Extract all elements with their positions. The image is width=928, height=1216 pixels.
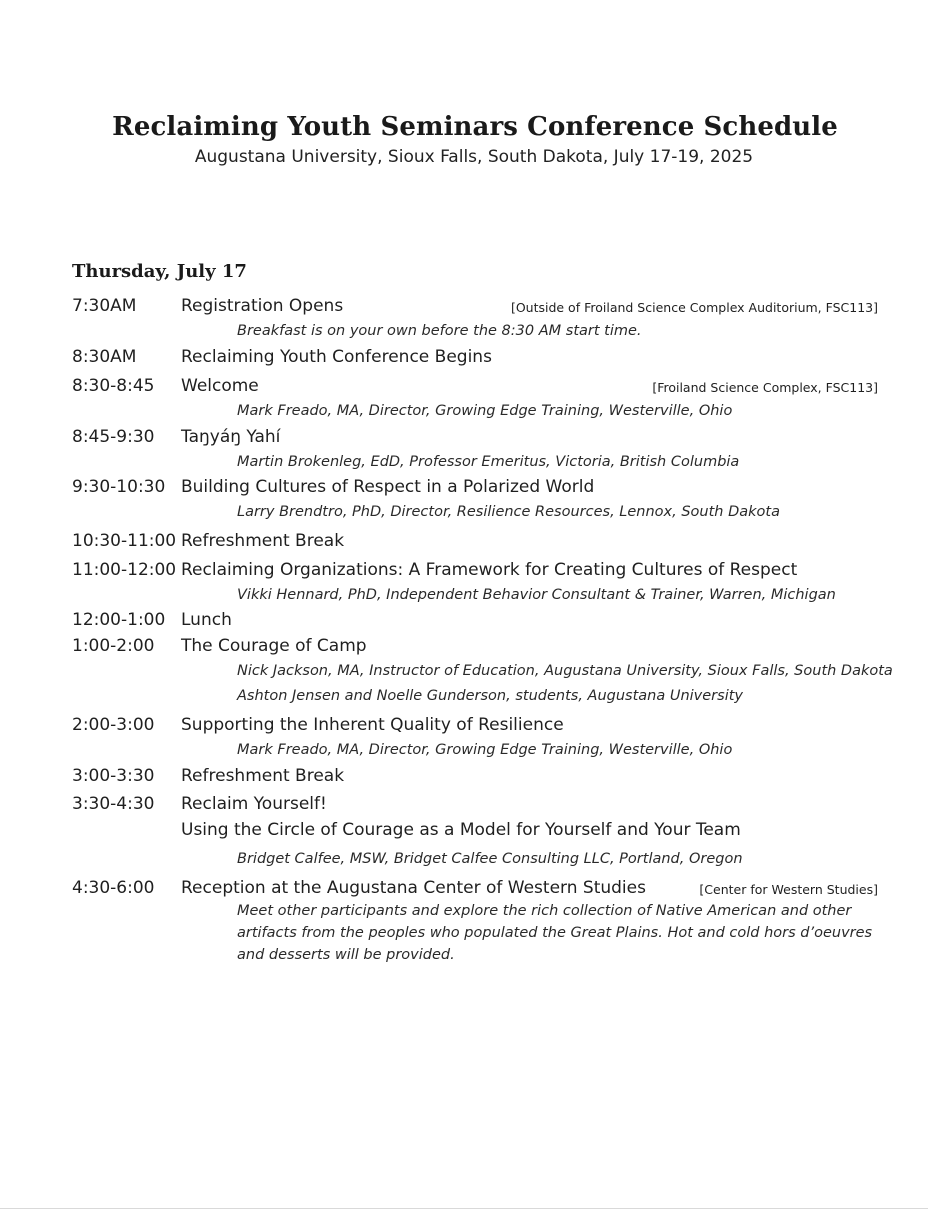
schedule-session: Building Cultures of Respect in a Polarized World <box>181 477 595 497</box>
schedule-location: [Froiland Science Complex, FSC113] <box>652 380 878 395</box>
schedule-session: Reclaiming Organizations: A Framework for Creating Cultures of Respect <box>181 560 798 580</box>
schedule-session: Welcome <box>181 376 259 396</box>
schedule-note: Nick Jackson, MA, Instructor of Education, Augustana University, Sioux Falls, South Dakota <box>237 663 893 679</box>
schedule-note: Breakfast is on your own before the 8:30 AM start time. <box>237 323 642 339</box>
schedule-time: 7:30AM <box>72 296 137 316</box>
schedule-note: Bridget Calfee, MSW, Bridget Calfee Consulting LLC, Portland, Oregon <box>237 851 743 867</box>
schedule-note: Larry Brendtro, PhD, Director, Resilience Resources, Lennox, South Dakota <box>237 504 780 520</box>
schedule-time: 8:45-9:30 <box>72 427 155 447</box>
schedule-session: Reclaim Yourself! <box>181 794 327 814</box>
schedule-session: Registration Opens <box>181 296 344 316</box>
schedule-location: [Outside of Froiland Science Complex Auditorium, FSC113] <box>510 300 878 315</box>
schedule-location: [Center for Western Studies] <box>699 882 878 897</box>
schedule-session: Taŋyáŋ Yahí <box>181 427 281 447</box>
schedule-note: Martin Brokenleg, EdD, Professor Emeritus, Victoria, British Columbia <box>237 454 740 470</box>
schedule-time: 2:00-3:00 <box>72 715 155 735</box>
schedule-session: Lunch <box>181 610 232 630</box>
schedule-session: Supporting the Inherent Quality of Resilience <box>181 715 564 735</box>
schedule-time: 3:30-4:30 <box>72 794 155 814</box>
schedule-note: Vikki Hennard, PhD, Independent Behavior Consultant & Trainer, Warren, Michigan <box>237 587 836 603</box>
day-heading: Thursday, July 17 <box>72 261 247 282</box>
page-title: Reclaiming Youth Seminars Conference Schedule <box>112 112 838 142</box>
schedule-session: The Courage of Camp <box>181 636 367 656</box>
page-subtitle: Augustana University, Sioux Falls, South Dakota, July 17-19, 2025 <box>194 147 754 167</box>
schedule-time: 4:30-6:00 <box>72 878 155 898</box>
page-bottom-rule <box>0 1208 928 1209</box>
schedule-time: 8:30AM <box>72 347 137 367</box>
schedule-note: Mark Freado, MA, Director, Growing Edge Training, Westerville, Ohio <box>237 403 733 419</box>
schedule-time: 8:30-8:45 <box>72 376 155 396</box>
schedule-description: Meet other participants and explore the rich collection of Native American and other artifacts from the peoples who populated the Great Plains. Hot and cold hors d’oeuvres and desserts will be provided. <box>237 903 873 963</box>
schedule-session: Refreshment Break <box>181 531 345 551</box>
schedule-session: Reclaiming Youth Conference Begins <box>181 347 492 367</box>
schedule-note: Ashton Jensen and Noelle Gunderson, students, Augustana University <box>237 688 743 704</box>
schedule-time: 11:00-12:00 <box>72 560 177 580</box>
schedule-session: Refreshment Break <box>181 766 345 786</box>
schedule-note: Mark Freado, MA, Director, Growing Edge Training, Westerville, Ohio <box>237 742 733 758</box>
schedule-session-subtitle: Using the Circle of Courage as a Model for Yourself and Your Team <box>181 820 741 840</box>
schedule-time: 12:00-1:00 <box>72 610 166 630</box>
schedule-time: 1:00-2:00 <box>72 636 155 656</box>
schedule-session: Reception at the Augustana Center of Western Studies <box>181 878 646 898</box>
schedule-time: 9:30-10:30 <box>72 477 166 497</box>
schedule-time: 10:30-11:00 <box>72 531 177 551</box>
schedule-time: 3:00-3:30 <box>72 766 155 786</box>
